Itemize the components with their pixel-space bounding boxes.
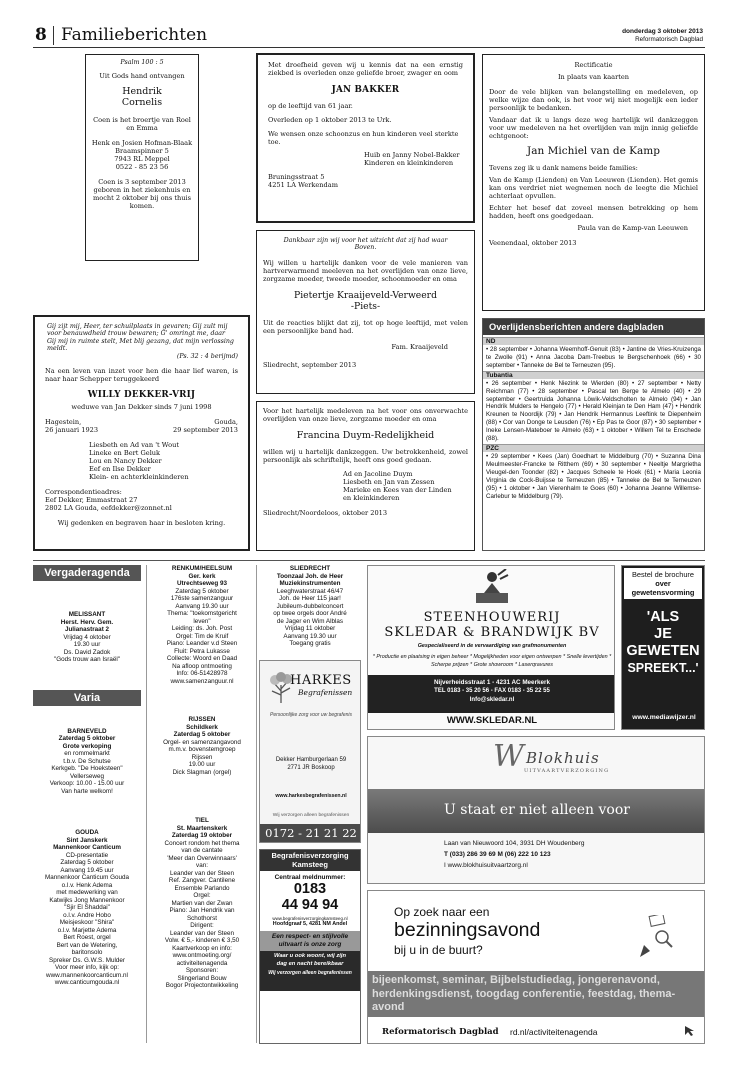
kamsteeg-label: Centraal meldnummer: [274, 874, 346, 881]
family-member: Lineke en Bert Geluk [89, 449, 161, 458]
agenda-line: Toonzaal Joh. de Heer [276, 572, 344, 580]
corr-label: Correspondentieadres: [45, 488, 122, 497]
skledar-web: WWW.SKLEDAR.NL [446, 715, 538, 726]
place: Veenendaal, oktober 2013 [489, 239, 577, 247]
family-list [45, 441, 238, 481]
agenda-line: Verkoop: 10.00 - 15.00 uur [49, 780, 125, 787]
died [173, 418, 238, 434]
agenda-line: Muziekinstrumenten [279, 580, 341, 587]
notice-francina [256, 401, 475, 551]
signatures [263, 470, 468, 502]
harkes-name: HARKES [290, 673, 352, 688]
born-place: Hagestein, [45, 418, 82, 427]
agenda-line: Sint Janskerk [66, 836, 108, 844]
family-member: Klein- en achterkleinkinderen [89, 473, 189, 482]
agenda-line: TIEL [195, 817, 209, 824]
notice-rectificatie [482, 54, 705, 311]
agenda-line: activiteitenagenda [176, 959, 228, 967]
agenda-renkum [150, 565, 254, 685]
column-rule [146, 565, 147, 1043]
agenda-line: Aanvang 19.45 uur [60, 866, 114, 874]
notice-hendrik [85, 54, 199, 261]
agenda-line: "Sjir El Shaddai" [64, 904, 110, 911]
para1: Wij willen u hartelijk danken voor de vele manieren van hartverwarmend meeleven na het overlijden van onze lieve, zorgzame moeder, tweede moeder, schoonmoeder en oma [263, 258, 468, 283]
agenda-line: Aanvang 19.30 uur [175, 602, 229, 610]
title: Rectificatie [574, 61, 613, 69]
para5: Echter het besef dat zoveel mensen betrekking op hem hadden, heeft ons goedgedaan. [489, 204, 698, 220]
agenda-line: Martien van der Zwan [171, 899, 233, 907]
agenda-line: Piano: Leander v.d Steen [166, 640, 238, 647]
agenda-line: Toegang gratis [289, 640, 331, 647]
agenda-line: www.ontmoeting.org/ [172, 952, 232, 959]
bez-paper: Reformatorisch Dagblad [382, 1027, 499, 1037]
harkes-addr2: 2771 JR Boskoop [287, 765, 335, 771]
agenda-line: CD-presentatie [65, 851, 109, 859]
died-place: Gouda, [214, 418, 238, 427]
agenda-line: Van harte welkom! [61, 787, 113, 795]
para1: Door de vele blijken van belangstelling en medeleven, op welke wijze dan ook, is het voor wij niet mogelijk een ieder persoonlijk te bedanken. [489, 88, 698, 112]
blokhuis-tel: T (033) 286 39 69 M (06) 222 10 123 [444, 851, 551, 858]
agenda-line: Sponsoren: [185, 967, 219, 974]
agenda-line: St. Maartenskerk [176, 824, 228, 832]
corr-line2: 2802 LA Gouda, eefdekker@zonnet.nl [45, 504, 172, 513]
parents: Henk en Josien Hofman-Blaak [91, 139, 193, 148]
street: Braamspinner 5 [115, 147, 169, 156]
agenda-line: Info: 06-51428978 [176, 670, 228, 677]
place: Sliedrecht/Noordeloos, oktober 2013 [263, 509, 388, 517]
agenda-line: Ds. David Zadok [63, 648, 111, 656]
agenda-line: o.l.v. Andre Hobo [63, 911, 111, 919]
agenda-rijssen [150, 716, 254, 776]
agenda-line: SLIEDRECHT [289, 565, 331, 572]
obituaries-panel [482, 318, 705, 551]
agenda-line: www.canticumgouda.nl [54, 979, 120, 986]
deceased-name: Jan Michiel van de Kamp [527, 145, 660, 157]
agenda-tiel [150, 817, 254, 990]
sibling-note: Coen is het broertje van Roel en Emma [93, 116, 191, 133]
psalm-ref: Psalm 100 : 5 [120, 59, 164, 66]
last-name: Cornelis [121, 97, 163, 109]
agenda-line: 'Meer dan Overwinnaars' [167, 854, 237, 862]
quote: Dankbaar zijn wij voor het uitzicht dat zij had waar Boven. [283, 237, 448, 252]
harkes-web: www.harkesbegrafenissen.nl [275, 793, 347, 799]
harkes-care: Wij verzorgen alleen begrafenissen [272, 813, 350, 818]
agenda-line: Joh. de Heer 115 jaar! [279, 595, 341, 602]
intro: Na een leven van inzet voor hen die haar lief waren, is naar haar Schepper teruggekeerd [45, 367, 238, 384]
header-divider [53, 26, 54, 45]
deceased-name: Pietertje Kraaijeveld-Verweerd [294, 289, 437, 301]
para2: Uit de reacties blijkt dat zij, tot op hoge leeftijd, met velen een persoonlijke band had. [263, 318, 468, 335]
agenda-line: Leander van der Steen [169, 869, 235, 877]
agenda-line: Julianastraat 2 [64, 626, 110, 633]
agenda-line: 19.00 uur [188, 761, 216, 768]
agenda-line: MELISSANT [68, 611, 106, 618]
slogan-line: Een respect- en stijlvolle [271, 933, 349, 940]
agenda-line: de Jager en Wim Alblas [276, 617, 344, 625]
blokhuis-addr: Laan van Nieuwoord 104, 3931 DH Woudenberg [444, 840, 585, 847]
agenda-line: Vellerseweg [70, 772, 104, 780]
agenda-line: Piano: Jan Hendrik van [169, 907, 235, 914]
varia-title: Varia [33, 690, 141, 706]
footer-line: Waar u ook woont, wij zijn [273, 953, 347, 959]
skledar-bullets: * Productie en plaatsing in eigen beheer * Mogelijkheden voor eigen ontwerpen * Snelle levertijden * Scherpe prijzen * Grote showroom * Laserqravures [372, 654, 612, 668]
pin-icon [630, 915, 678, 961]
slogan-line: uitvaart is onze zorg [278, 941, 342, 948]
region-label: Tubantia [483, 371, 704, 379]
verse-ref: (Ps. 32 : 4 berijmd) [176, 352, 238, 360]
intro: Met droefheid geven wij u kennis dat na een ernstig ziekbed is overleden onze geliefde broer, zwager en oom [268, 61, 463, 77]
deceased-name: Francina Duym-Redelijkheid [296, 430, 435, 441]
slogan-text: U staat er niet alleen voor [444, 802, 630, 818]
nickname: -Piets- [350, 300, 381, 312]
page-header [33, 24, 705, 48]
verse: Gij zijt mij, Heer, ter schuilplaats in gevaren; Gij zult mij voor benauwdheid trouw bewaren; G' omringt me, daar Gij mij in ruimte stelt, Met blij gezang, dat mijn verlossing meldt. [47, 323, 234, 353]
region-text: • 29 september • Kees (Jan) Goedhart te Middelburg (70) • Suzanna Dina Meulmeester-Francke te Ritthem (69) • 30 september • Neeltje Margrietha Vieugel-den Toonder (82) • Jacques Scheele te Hoek (61) • Maria Leonia Virginia de Cock-Buijsse te Terneuzen (85) • Tanneke de Bel te Terneuzen (95) • 1 oktober • Jan Vierenhalm te Goes (60) • Johanna Jeanne Willemse-Carlebur te Middelburg (79). [486, 452, 701, 500]
para2: willen wij u hartelijk dankzeggen. Uw betrokkenheid, zowel persoonlijk als schriftelijk, heeft ons goed gedaan. [263, 448, 468, 464]
family-member: Liesbeth en Ad van 't Wout [89, 441, 179, 450]
agenda-line: Katwijks Jong Mannenkoor [49, 896, 125, 904]
city: 4251 LA Werkendam [268, 181, 338, 189]
agenda-line: Rijssen [191, 753, 213, 761]
agenda-line: Ref. Zangver. Cantilene [168, 877, 236, 884]
street: Bruningsstraat 5 [268, 173, 325, 181]
kamsteeg-addr: Hoofdgraaf 5, 4281 NM Andel [272, 921, 348, 927]
agenda-line: RENKUM/HEELSUM [171, 565, 233, 572]
born [45, 418, 98, 434]
kamsteeg-title: Begrafenisverzorging [260, 850, 360, 860]
agenda-line: Spreker Ds. G.W.S. Mulder [49, 956, 125, 964]
sign2: Kinderen en kleinkinderen [364, 159, 454, 167]
skledar-line2: SKLEDAR & BRANDWIJK BV [384, 625, 600, 640]
agenda-line: Bert Roest, orgel [63, 934, 111, 941]
ad-blokhuis[interactable] [367, 736, 705, 884]
agenda-line: Orgel: [193, 892, 211, 899]
signature: Ad en Jacoline Duym [343, 470, 413, 478]
kamsteeg-footer [260, 951, 360, 991]
agenda-line: Voor meer info, kijk op: [54, 964, 120, 971]
agenda-gouda [33, 829, 141, 987]
obituaries-title: Overlijdensberichten andere dagbladen [483, 319, 704, 335]
brochure-top [624, 568, 702, 599]
agenda-line: Bogor Projectontwikkeling [165, 982, 239, 989]
deceased-name: JAN BAKKER [331, 85, 400, 95]
agenda-line: Zaterdag 19 oktober [171, 832, 233, 839]
agenda-line: Zaterdag 5 oktober [58, 735, 116, 742]
agenda-col1 [33, 565, 141, 1045]
region-text: • 26 september • Henk Niezink te Wierden (80) • 27 september • Netty Reichman (77) • 28 september • Pascal ten Berge te Almelo (40) • 29 september • Geertruida Johanna Löwik-Veldscholten te Almelo (94) • Jan Hendrik Mulders te Hengelo (77) • Herald Kleinjan te Den Ham (47) • Hendrik Kreunen te Noordijk (79) • Jan Hendrik Hermannus Leeftink te Diepenheim (88) • Cor van Donge te Leusden (76) • Ep Pas te Goor (87) • 30 september • Ineke Lensen-Mateboer te Almelo (63) • 1 oktober • Willem Tel te Enschede (88). [486, 379, 701, 443]
section-divider [33, 560, 705, 561]
ad-bezinningsavond[interactable] [367, 890, 705, 1044]
blokhuis-slogan [368, 789, 705, 833]
skledar-tagline: Gespecialiseerd in de vervaardiging van grafmonumenten [417, 643, 567, 649]
skledar-phone: TEL 0183 - 35 20 56 - FAX 0183 - 35 22 55 [434, 688, 550, 694]
agenda-line: RIJSSEN [188, 716, 216, 723]
signature: en kleinkinderen [343, 494, 400, 502]
agenda-sliedrecht [259, 565, 361, 648]
died: Overleden op 1 oktober 2013 te Urk. [268, 116, 392, 124]
agenda-line: Na afloop ontmoeting [172, 662, 232, 670]
notice-willy [33, 315, 250, 551]
blokhuis-sub: UITVAARTVERZORGING [524, 768, 610, 774]
phone: 0522 - 85 23 56 [115, 163, 169, 172]
agenda-line: Ger. kerk [188, 572, 216, 580]
agenda-line: Mannenkoor Canticum [53, 844, 121, 851]
skledar-address: Nijverheidsstraat 1 - 4231 AC Meerkerk [434, 679, 550, 686]
agenda-line: o.l.v. Marjette Adema [57, 926, 117, 934]
blokhuis-name: Blokhuis [526, 749, 600, 767]
deceased-name: WILLY DEKKER-VRIJ [87, 390, 196, 401]
agenda-line: van: [196, 862, 208, 869]
agenda-line: www.mannenkoorcanticum.nl [46, 971, 128, 979]
harkes-addr1: Dekker Hamburgerlaan 59 [275, 757, 347, 763]
corr-line1: Eef Dekker, Emmastraat 27 [45, 496, 138, 505]
region-label: PZC [483, 444, 704, 452]
para1: Voor het hartelijk medeleven na het voor ons onverwachte overlijden van onze lieve, zorgzame moeder en oma [263, 407, 468, 423]
footer-line: dag en nacht bereikbaar [276, 960, 344, 967]
agenda-line: Jubileum-dubbelconcert [276, 602, 344, 610]
skledar-line1: STEENHOUWERIJ [423, 610, 561, 625]
agenda-line: leven" [193, 617, 211, 625]
agenda-line: Orgel- en samenzangavond [163, 738, 241, 746]
agenda-line: Herst. Herv. Gem. [60, 618, 114, 626]
intro: Uit Gods hand ontvangen [99, 72, 185, 81]
kamsteeg-slogan [260, 931, 360, 951]
agenda-line: van de cantate [181, 847, 223, 854]
burial-note: Wij gedenken en begraven haar in besloten kring. [57, 519, 226, 528]
kamsteeg-web: www.begrafenisverzorgingkamsteeg.nl [272, 916, 348, 921]
section-title: Familieberichten [61, 25, 208, 45]
cursor-icon [684, 1025, 696, 1037]
brochure-line2: over gewetensvorming [631, 579, 695, 597]
signature: Fam. Kraaijeveld [391, 342, 448, 351]
agenda-line: Vrijdag 4 oktober [63, 633, 111, 641]
agenda-line: op twee orgels door André [273, 610, 347, 617]
agenda-line: Collecte: Woord en Daad [166, 655, 238, 662]
agenda-line: Grote verkoping [62, 742, 112, 750]
brochure-line1: Bestel de brochure [631, 570, 695, 579]
slogan-line: SPREEKT...' [627, 661, 699, 675]
agenda-line: Dick Slagman (orgel) [172, 768, 232, 776]
slogan-line: JE [654, 626, 672, 642]
agenda-line: BARNEVELD [67, 727, 107, 735]
agenda-line: o.l.v. Henk Adema [61, 881, 113, 889]
brochure-web: www.mediawijzer.nl [632, 714, 696, 721]
agenda-line: Zaterdag 5 oktober [175, 587, 229, 595]
agenda-title: Vergaderagenda [33, 565, 141, 581]
agenda-line: Leeghwaterstraat 46/47 [276, 587, 344, 595]
para2: Vandaar dat ik u langs deze weg hartelijk wil dankzeggen voor uw medeleven na het overlijden van mijn innig geliefde echtgenoot: [489, 116, 698, 140]
ad-skledar[interactable] [367, 565, 615, 730]
notice-jan-bakker [256, 53, 475, 223]
agenda-line: Leander van der Steen [169, 929, 235, 937]
agenda-line: Zaterdag 5 oktober [60, 859, 114, 866]
blokhuis-web: I www.blokhuisuitvaartzorg.nl [444, 862, 528, 869]
ad-harkes[interactable] [259, 660, 361, 843]
born-note: Coen is 3 september 2013 geboren in het ziekenhuis en mocht 2 oktober bij ons thuis komen. [93, 178, 191, 211]
ad-brochure[interactable] [621, 565, 705, 730]
agenda-line: t.b.v. De Schutse [63, 757, 111, 765]
page-number: 8 [35, 25, 47, 45]
agenda-line: met medewerking van [56, 889, 118, 896]
sign1: Huib en Janny Nobel-Bakker [364, 151, 460, 159]
agenda-line: Volw. € 5,- kinderen € 3,50 [164, 937, 240, 944]
agenda-line: Meisjeskoor "Shira" [59, 919, 115, 926]
bez-url: rd.nl/activiteitenagenda [510, 1027, 598, 1037]
agenda-line: Schildkerk [186, 723, 218, 731]
first-name: Hendrik [122, 86, 162, 98]
thanks: We wensen onze schoonzus en hun kinderen veel sterkte toe. [268, 130, 459, 146]
place: Sliedrecht, september 2013 [263, 360, 357, 369]
agenda-line: "Gods trouw aan Israël" [53, 656, 121, 663]
agenda-line: Slingerland Bouw [177, 974, 227, 982]
agenda-line: 19.30 uur [73, 641, 101, 648]
agenda-line: 176ste samenzanguur [170, 595, 234, 602]
signature: Liesbeth en Jan van Zessen [343, 478, 435, 486]
kamsteeg-name: Kamsteeg [260, 860, 360, 871]
para4: Van de Kamp (Lienden) en Van Leeuwen (Lienden). Het gemis kan ons verdriet niet wegnemen noch de leegte die Michiel achterlaat opvullen. [489, 176, 698, 200]
harkes-sub: Begrafenissen [298, 688, 353, 697]
agenda-melissant [33, 611, 141, 664]
agenda-line: Utrechtseweg 93 [176, 580, 228, 587]
notice-piets [256, 230, 475, 394]
harkes-phone: 0172 - 21 21 22 [260, 824, 361, 843]
agenda-line: Fluit: Petra Lukasse [174, 647, 230, 655]
agenda-line: Orgel: Tim de Kruif [175, 632, 229, 640]
agenda-line: Bert van de Wetering, [56, 941, 118, 949]
dates-row [45, 418, 238, 434]
city: 7943 RL Meppel [114, 155, 170, 164]
subtitle: In plaats van kaarten [557, 73, 630, 81]
family-member: Lou en Nancy Dekker [89, 457, 162, 466]
died-date: 29 september 2013 [173, 426, 238, 435]
agenda-line: m.m.v. bovenstemgroep [168, 746, 236, 753]
signature: Marieke en Kees van der Linden [343, 486, 452, 494]
agenda-line: Concert rondom het thema [164, 839, 240, 847]
agenda-line: Schothorst [186, 914, 218, 922]
region-text: • 28 september • Johanna Weemhoff-Genuit (83) • Jantine de Vries-Kruizenga te Zwolle (91) • Anna Jacoba Dam-Treebus te Bergschenhoek (66) • 30 september • Tanneke de Bel te Terneuzen (95). [486, 346, 701, 369]
agenda-line: en rommelmarkt [64, 750, 110, 757]
footer-line: Wij verzorgen alleen begrafenissen [268, 970, 352, 976]
slogan-line: GEWETEN [626, 643, 700, 659]
agenda-line: Kerkgeb. "De Hoeksteen" [51, 765, 123, 772]
bez-l3: bij u in de buurt? [394, 943, 483, 957]
agenda-barneveld [33, 728, 141, 796]
bez-l1: Op zoek naar een [394, 905, 490, 919]
ad-kamsteeg[interactable] [259, 849, 361, 1044]
slogan-line: 'ALS [646, 609, 680, 625]
agenda-line: Thema: "toekomstgericht [167, 610, 237, 617]
region-label: ND [483, 337, 704, 345]
agenda-line: GOUDA [75, 829, 99, 836]
agenda-line: Aanvang 19.30 uur [283, 632, 337, 640]
born-date: 26 januari 1923 [45, 426, 99, 435]
skledar-email: Info@skledar.nl [469, 697, 515, 703]
kamsteeg-num2: 44 94 94 [281, 897, 339, 913]
agenda-line: baritonsolo [71, 949, 103, 956]
agenda-line: Zaterdag 5 oktober [173, 731, 231, 738]
agenda-line: Leiding: ds. Joh. Post [171, 625, 233, 632]
signature: Paula van de Kamp-van Leeuwen [577, 224, 688, 232]
bez-l2: bezinningsavond [394, 919, 541, 941]
header-date: donderdag 3 oktober 2013 [622, 28, 703, 35]
agenda-line: Vrijdag 11 oktober [284, 625, 336, 632]
harkes-tag: Persoonlijke zorg voor uw begrafenis [270, 712, 352, 718]
bez-words: bijeenkomst, seminar, Bijbelstudiedag, jongerenavond, herdenkingsdienst, toogdag conferentie, feestdag, thema-avond [368, 971, 705, 1017]
kamsteeg-num1: 0183 [293, 881, 327, 897]
agenda-line: Dirigent: [190, 922, 214, 929]
blokhuis-logo-w: W [493, 739, 524, 774]
widow-note: weduwe van Jan Dekker sinds 7 juni 1998 [71, 403, 212, 412]
header-paper: Reformatorisch Dagblad [635, 36, 703, 43]
agenda-col2 [150, 565, 254, 1045]
agenda-line: Kaartverkoop en info: [172, 944, 232, 952]
skledar-contact [368, 675, 615, 713]
agenda-line: www.samenzanguur.nl [170, 677, 234, 685]
family-member: Eef en Ilse Dekker [89, 465, 151, 474]
column-rule [256, 565, 257, 1043]
agenda-line: Mannenkoor Canticum Gouda [44, 874, 129, 881]
para3: Tevens zeg ik u dank namens beide families: [489, 164, 638, 172]
age: op de leeftijd van 61 jaar. [268, 102, 353, 110]
stonemason-icon [472, 569, 512, 605]
agenda-line: Ensemble Parlando [174, 884, 230, 892]
brochure-slogan [622, 609, 704, 677]
